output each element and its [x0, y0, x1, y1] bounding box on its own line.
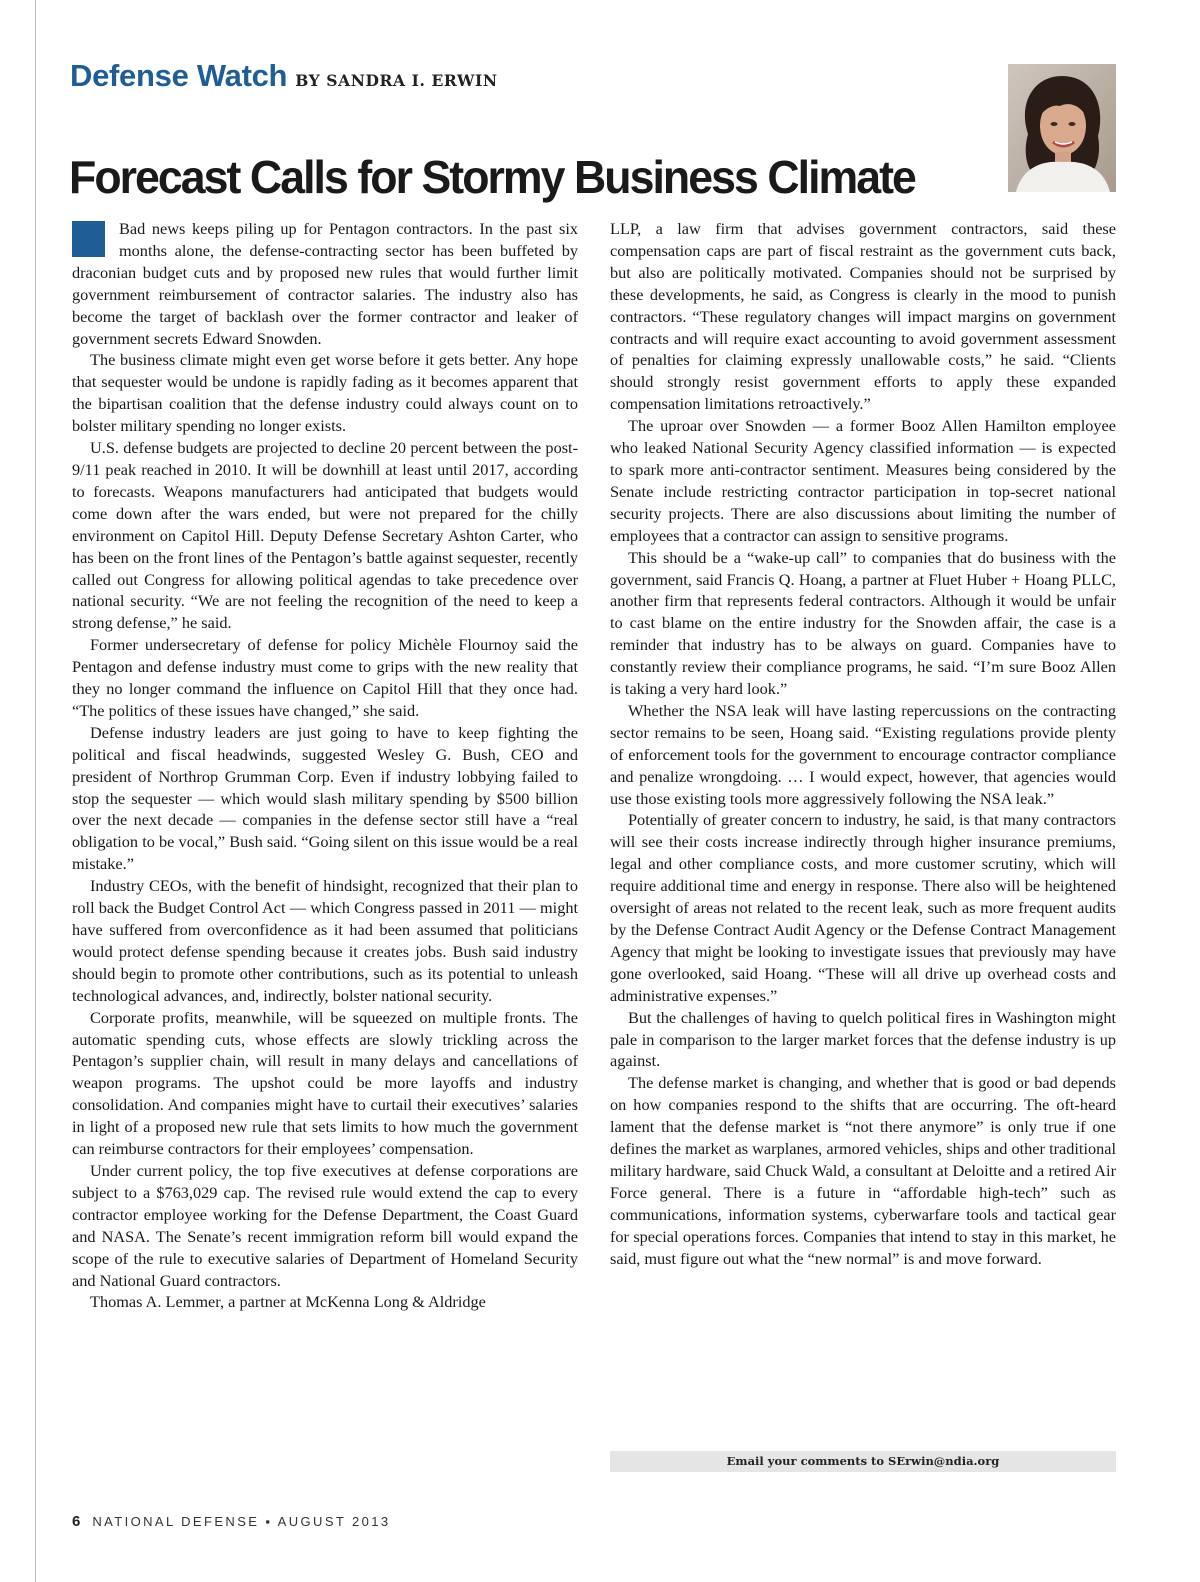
article-paragraph: Potentially of greater concern to industry, he said, is that many contractors will see their costs increase indirectly through higher insurance premiums, legal and other compliance costs, and more customer scrutiny, which will require additional time and energy in response. There also will be heightened oversight of areas not related to the recent leak, such as more frequent audits by the Defense Contract Audit Agency or the Defense Contract Management Agency that might be looking to investigate issues that previously may have gone overlooked, said Hoang. “These will all drive up overhead costs and administrative expenses.”: [610, 810, 1116, 1005]
article-paragraph: This should be a “wake-up call” to companies that do business with the government, said Francis Q. Hoang, a partner at Fluet Huber + Hoang PLLC, another firm that represents federal contractors. Although it would be unfair to cast blame on the entire industry for the Snowden affair, the case is a reminder that industry has to be always on guard. Companies have to constantly review their compliance programs, he said. “I’m sure Booz Allen is taking a very hard look.”: [610, 547, 1116, 699]
article-column-right: [610, 218, 1116, 1270]
article-paragraph: Thomas A. Lemmer, a partner at McKenna Long & Aldridge: [90, 1292, 486, 1312]
article-headline: Forecast Calls for Stormy Business Climate: [69, 151, 915, 203]
email-comments-bar: [610, 1451, 1116, 1472]
column-header: [70, 58, 498, 94]
email-address-link[interactable]: SErwin@ndia.org: [888, 1454, 1000, 1468]
article-paragraph: The defense market is changing, and whether that is good or bad depends on how companies respond to the shifts that are occurring. The oft-heard lament that the defense market is “not there anymore” is only true if one defines the market as warplanes, armored vehicles, ships and other traditional military hardware, said Chuck Wald, a consultant at Deloitte and a retired Air Force general. There is a future in “affordable high-tech” such as communications, information systems, cyberwarfare tools and tactical gear for special operations forces. Companies that intend to stay in this market, he said, must figure out what the “new normal” is and move forward.: [610, 1073, 1116, 1268]
article-paragraph: The business climate might even get worse before it gets better. Any hope that sequester would be undone is rapidly fading as it becomes apparent that the bipartisan coalition that the defense industry could always count on to bolster military spending no longer exists.: [72, 350, 578, 436]
column-name: Defense Watch: [70, 58, 288, 93]
footer-separator: ▪: [265, 1514, 273, 1529]
paragraph-text: Bad news keeps piling up for Pentagon contractors. In the past six months alone, the defense-contracting sector has been buffeted by draconian budget cuts and by proposed new rules that would further limit government reimbursement of contractor salaries. The industry also has become the target of backlash over the former contractor and leaker of government secrets Edward Snowden.: [72, 219, 578, 348]
page-number: 6: [72, 1513, 81, 1530]
article-paragraph: The uproar over Snowden — a former Booz Allen Hamilton employee who leaked National Security Agency classified information — is expected to spark more anti-contractor sentiment. Measures being considered by the Senate include restricting contractor participation in top-secret national security projects. There are also discussions about limiting the number of employees that a contractor can assign to sensitive programs.: [610, 416, 1116, 545]
page-margin-rule: [35, 0, 36, 1582]
article-paragraph: But the challenges of having to quelch political fires in Washington might pale in comparison to the larger market forces that the defense industry is up against.: [610, 1007, 1116, 1071]
email-prefix: Email your comments to: [726, 1454, 889, 1468]
article-paragraph: Former undersecretary of defense for policy Michèle Flournoy said the Pentagon and defense industry must come to grips with the new reality that they no longer command the influence on Capitol Hill that they once had. “The politics of these issues have changed,” she said.: [72, 635, 578, 720]
article-paragraph: LLP, a law firm that advises government contractors, said these compensation caps are part of fiscal restraint as the government cuts back, but also are politically motivated. Companies should not be surprised by these developments, he said, as Congress is clearly in the mood to punish contractors. “These regulatory changes will impact margins on government contracts and will require exact accounting to avoid government assessment of penalties for claiming expressly unallowable costs,” he said. “Clients should strongly resist government efforts to apply these expanded compensation limitations retroactively.”: [610, 219, 1116, 414]
page-footer: [72, 1513, 391, 1530]
publication-name: NATIONAL DEFENSE: [92, 1514, 260, 1529]
article-paragraph: U.S. defense budgets are projected to decline 20 percent between the post-9/11 peak reached in 2010. It will be downhill at least until 2017, according to forecasts. Weapons manufacturers had anticipated that budgets would come down after the wars ended, but were not prepared for the chilly environment on Capitol Hill. Deputy Defense Secretary Ashton Carter, who has been on the front lines of the Pentagon’s battle against sequester, recently called out Congress for allowing political agendas to take precedence over national security. “We are not feeling the recognition of the need to keep a strong defense,” he said.: [72, 438, 578, 633]
article-paragraph: Corporate profits, meanwhile, will be squeezed on multiple fronts. The automatic spending cuts, whose effects are slowly trickling across the Pentagon’s supplier chain, will result in many delays and cancellations of weapon programs. The upshot could be more layoffs and industry consolidation. And companies might have to curtail their executives’ salaries in light of a proposed new rule that sets limits to how much the government can reimburse contractors for their employees’ compensation.: [72, 1007, 578, 1159]
article-paragraph: Defense industry leaders are just going to have to keep fighting the political and fiscal headwinds, suggested Wesley G. Bush, CEO and president of Northrop Grumman Corp. Even if industry lobbying failed to stop the sequester — which would slash military spending by $500 billion over the next decade — companies in the defense sector still have a “real obligation to be vocal,” Bush said. “Going silent on this issue would be a real mistake.”: [72, 722, 578, 874]
article-paragraph: Industry CEOs, with the benefit of hindsight, recognized that their plan to roll back the Budget Control Act — which Congress passed in 2011 — might have suffered from overconfidence as it had been assumed that politicians would protect defense spending because it creates jobs. Bush said industry should begin to promote other contributions, such as its potential to unleash technological advances, and, indirectly, bolster national security.: [72, 876, 578, 1005]
drop-cap-square: [72, 221, 105, 257]
byline: BY SANDRA I. ERWIN: [295, 71, 498, 90]
article-column-left: [72, 218, 578, 1313]
article-paragraph: Whether the NSA leak will have lasting repercussions on the contracting sector remains to be seen, Hoang said. “Existing regulations provide plenty of enforcement tools for the government to encourage contractor compliance and penalize wrongdoing. … I would expect, however, that agencies would use those existing tools more aggressively following the NSA leak.”: [610, 700, 1116, 808]
issue-date: AUGUST 2013: [277, 1514, 391, 1529]
article-paragraph: Under current policy, the top five executives at defense corporations are subject to a $763,029 cap. The revised rule would extend the cap to every contractor employee working for the Defense Department, the Coast Guard and NASA. The Senate’s recent immigration reform bill would expand the scope of the rule to executive salaries of Department of Homeland Security and National Guard contractors.: [72, 1160, 578, 1290]
article-paragraph: [72, 218, 578, 349]
author-photo: [1008, 64, 1116, 192]
